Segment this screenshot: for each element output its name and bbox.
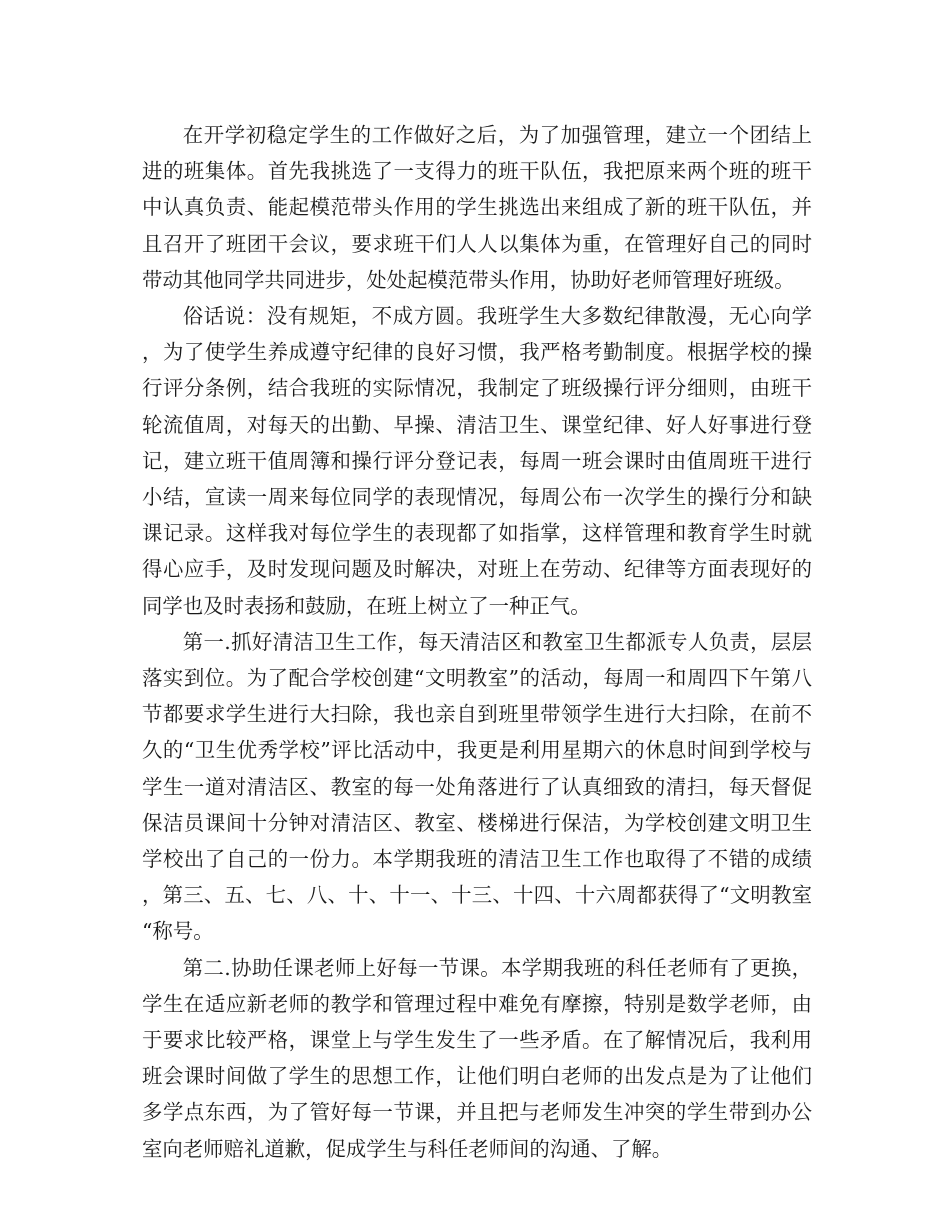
document-body <box>142 117 812 1167</box>
paragraph-discipline: 俗话说：没有规矩，不成方圆。我班学生大多数纪律散漫，无心向学，为了使学生养成遵守纪律的良好习惯，我严格考勤制度。根据学校的操行评分条例，结合我班的实际情况，我制定了班级操行评分细则，由班干轮流值周，对每天的出勤、早操、清洁卫生、课堂纪律、好人好事进行登记，建立班干值周簿和操行评分登记表，每周一班会课时由值周班干进行小结，宣读一周来每位同学的表现情况，每周公布一次学生的操行分和缺课记录。这样我对每位学生的表现都了如指掌，这样管理和教育学生时就得心应手，及时发现问题及时解决，对班上在劳动、纪律等方面表现好的同学也及时表扬和鼓励，在班上树立了一种正气。 <box>142 304 812 618</box>
paragraph-cleaning: 第一.抓好清洁卫生工作，每天清洁区和教室卫生都派专人负责，层层落实到位。为了配合学校创建“文明教室”的活动，每周一和周四下午第八节都要求学生进行大扫除，我也亲自到班里带领学生进行大扫除，在前不久的“卫生优秀学校”评比活动中，我更是利用星期六的休息时间到学校与学生一道对清洁区、教室的每一处角落进行了认真细致的清扫，每天督促保洁员课间十分钟对清洁区、教室、楼梯进行保洁，为学校创建文明卫生学校出了自己的一份力。本学期我班的清洁卫生工作也取得了不错的成绩，第三、五、七、八、十、十一、十三、十四、十六周都获得了“文明教室“称号。 <box>142 629 812 944</box>
paragraph-class-leadership: 在开学初稳定学生的工作做好之后，为了加强管理，建立一个团结上进的班集体。首先我挑选了一支得力的班干队伍，我把原来两个班的班干中认真负责、能起模范带头作用的学生挑选出来组成了新的班干队伍，并且召开了班团干会议，要求班干们人人以集体为重，在管理好自己的同时带动其他同学共同进步，处处起模范带头作用，协助好老师管理好班级。 <box>142 123 812 292</box>
paragraph-teacher-support: 第二.协助任课老师上好每一节课。本学期我班的科任老师有了更换，学生在适应新老师的教学和管理过程中难免有摩擦，特别是数学老师，由于要求比较严格，课堂上与学生发生了一些矛盾。在了解情况后，我利用班会课时间做了学生的思想工作，让他们明白老师的出发点是为了让他们多学点东西，为了管好每一节课，并且把与老师发生冲突的学生带到办公室向老师赔礼道歉，促成学生与科任老师间的沟通、了解。 <box>142 955 812 1161</box>
